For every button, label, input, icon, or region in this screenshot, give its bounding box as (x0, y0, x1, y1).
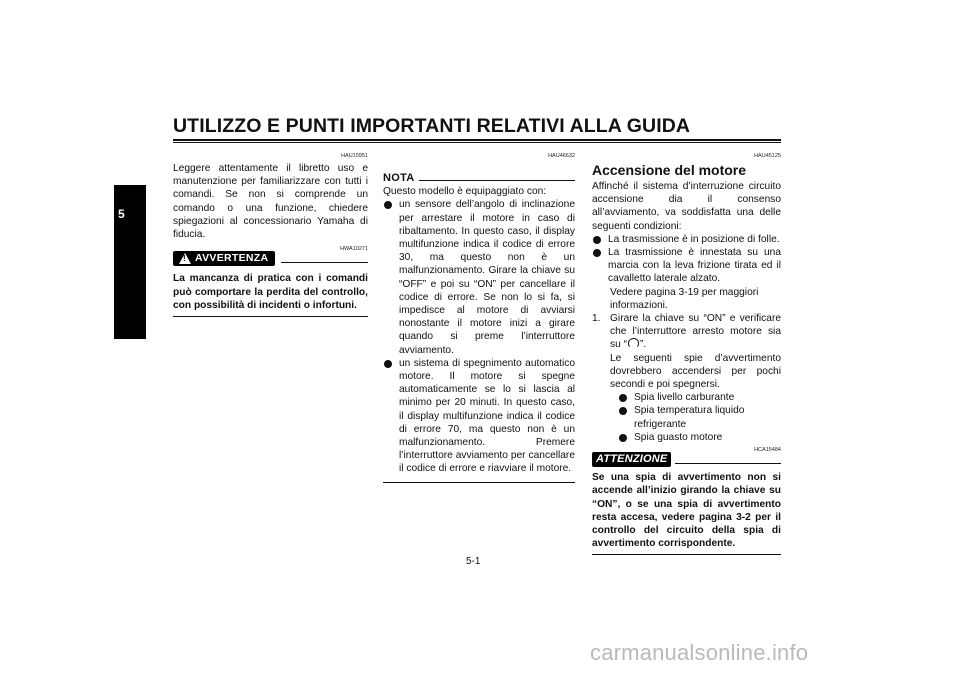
page-number: 5-1 (466, 556, 481, 567)
title-rule-thin (173, 142, 781, 143)
list-item-text: La trasmissione è in posizione di folle. (608, 233, 780, 245)
list-item-text: un sistema di spegnimento automatico motore. Il motore si spegne automaticamente se lo si lascia al minimo per 20 minuti. In questo caso, il display multifunzione indica il codice di errore 70, ma questo non è un malfunzionamento. Premere l’interruttore avviamento per cancellare il codice di errore e riavviare il motore. (399, 357, 575, 475)
warning-label: AVVERTENZA (195, 252, 269, 265)
attention-badge: ATTENZIONE (592, 452, 671, 467)
list-item-text: Spia guasto motore (634, 431, 723, 443)
nota-rule (419, 180, 575, 181)
list-item-text: Spia temperatura liquido refrigerante (634, 405, 745, 430)
bullet-icon (619, 394, 627, 402)
warning-text: La mancanza di pratica con i comandi può comportare la perdita del controllo, con possibilità di incidenti o infortuni. (173, 273, 368, 311)
page-title: UTILIZZO E PUNTI IMPORTANTI RELATIVI ALLA GUIDA (173, 115, 691, 137)
bullet-icon (593, 249, 601, 257)
nota-intro: Questo modello è equipaggiato con: (383, 186, 547, 198)
step-text-b: ”. (639, 339, 647, 351)
column-1 (173, 152, 368, 317)
step-text (606, 312, 781, 352)
list-item (592, 404, 781, 430)
bullet-icon (593, 236, 601, 244)
ref-code: HAU46632 (548, 153, 575, 159)
list-item (592, 233, 781, 246)
nota-header (383, 172, 575, 185)
list-item (592, 246, 781, 286)
list-item-text: un sensore dell’angolo di inclinazione per arrestare il motore in caso di ribaltamento. In questo caso, il display multifunzione indica il codice di errore 30, ma questo non è un malfunzionamento. Girare la chiave su “OFF” e poi su “ON” per cancellare il codice di errore. Se non lo si fa, si impedisce al motore di avviarsi nonostante il motore inizi a girare quando si preme l’interruttore avviamento. (399, 199, 575, 356)
list-item-text: Spia livello carburante (634, 392, 735, 404)
engine-run-icon (628, 338, 639, 348)
ref-code: HAU45125 (754, 153, 781, 159)
warning-triangle-icon: ! (179, 253, 191, 264)
bullet-icon (619, 434, 627, 442)
title-rule (173, 139, 781, 141)
bullet-icon (384, 360, 392, 368)
warning-header (173, 251, 368, 266)
attention-text: Se una spia di avvertimento non si accende all’inizio girando la chiave su “ON”, o se una spia di avvertimento resta accesa, vedere pagina 3-2 per il controllo del circuito della spia di avvertimento corrispondente. (592, 472, 781, 550)
attention-header (592, 452, 781, 467)
step-number: 1. (592, 313, 601, 325)
attention-rule (675, 463, 781, 464)
list-item (592, 391, 781, 404)
attention-end-rule (592, 554, 781, 555)
watermark: carmanualsonline.info (590, 640, 809, 665)
section-tab-number: 5 (118, 207, 125, 221)
ref-code: HAU15951 (341, 153, 368, 159)
see-page-note: Vedere pagina 3-19 per maggiori informazioni. (610, 286, 759, 311)
nota-label: NOTA (383, 172, 415, 184)
list-item (383, 357, 575, 476)
step-text-a: Girare la chiave su “ON” e verificare che l’interruttore arresto motore sia su “ (610, 313, 781, 351)
list-item (592, 431, 781, 444)
ref-code: HCA15484 (754, 447, 781, 454)
warning-end-rule (173, 316, 368, 317)
list-item-text: La trasmissione è innestata su una marcia con la leva frizione tirata ed il cavalletto laterale alzato. (608, 247, 781, 285)
bullet-icon (619, 407, 627, 415)
step-text-continued: Le seguenti spie d’avvertimento dovrebbero accendersi per pochi secondi e poi spegnersi. (610, 352, 781, 391)
warning-rule (281, 262, 368, 263)
intro-paragraph: Affinché il sistema d’interruzione circuito accensione dia il consenso all’avviamento, va soddisfatta una delle seguenti condizioni: (592, 181, 781, 232)
bullet-icon (384, 201, 392, 209)
nota-end-rule (383, 482, 575, 483)
intro-paragraph: Leggere attentamente il libretto uso e manutenzione per familiarizzare con tutti i comandi. Se non si comprende un comando o una funzione, chiedere spiegazioni al concessionario Yamaha di fiducia. (173, 163, 368, 241)
step-item (592, 312, 781, 352)
list-item (383, 198, 575, 356)
column-2 (383, 152, 575, 483)
ref-code: HWA10271 (340, 246, 368, 253)
section-heading: Accensione del motore (592, 162, 747, 178)
column-3 (592, 152, 781, 555)
warning-badge (173, 251, 275, 266)
